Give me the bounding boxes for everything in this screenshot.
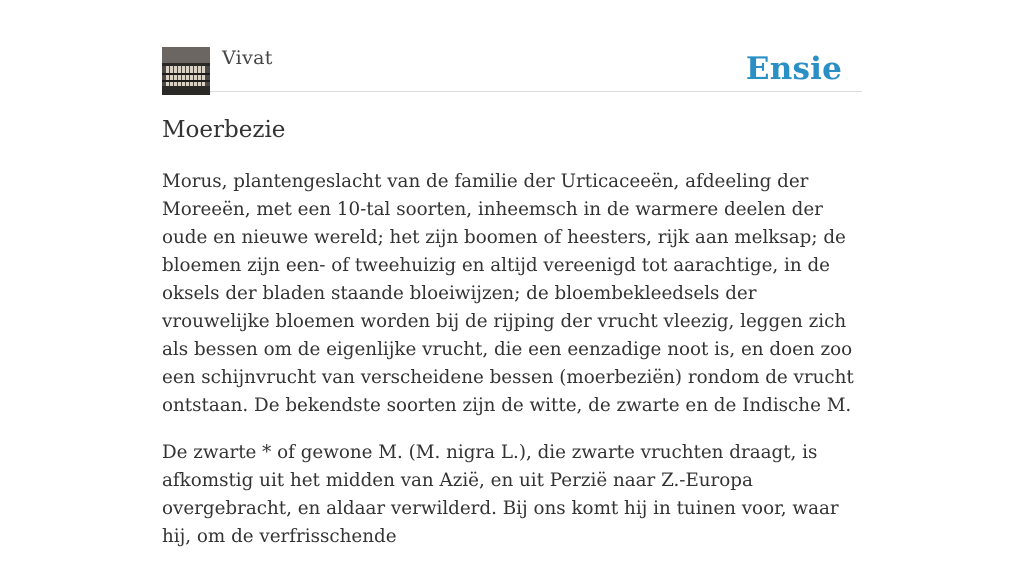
page-title: Moerbezie [162,117,286,143]
article-paragraph: De zwarte * of gewone M. (M. nigra L.), die zwarte vruchten draagt, is afkomstig uit het midden van Azië, en uit Perzië naar Z.-Europa overgebracht, en aldaar verwilderd. Bij ons komt hij in tuinen voor, waar hij, om de verfrisschende [162,442,839,547]
article-body [162,168,862,570]
avatar[interactable] [162,47,210,95]
book-spines-icon [162,47,210,95]
site-header [162,0,862,92]
author-name[interactable]: Vivat [222,47,273,69]
article-paragraph: Morus, plantengeslacht van de familie der Urticaceeën, afdeeling der Moreeën, met een 10-tal soorten, inheemsch in de warmere deelen der oude en nieuwe wereld; het zijn boomen of heesters, rijk aan melksap; de bloemen zijn een- of tweehuizig en altijd vereenigd tot aarachtige, in de oksels der bladen staande bloeiwijzen; de bloembekleedsels der vrouwelijke bloemen worden bij de rijping der vrucht vleezig, leggen zich als bessen om de eigenlijke vrucht, die een eenzadige noot is, en doen zoo een schijnvrucht van verscheidene bessen (moerbeziën) rondom de vrucht ontstaan. De bekendste soorten zijn de witte, de zwarte en de Indische M. [162,171,854,416]
page-container [162,0,862,547]
brand-logo[interactable]: Ensie [745,51,842,87]
